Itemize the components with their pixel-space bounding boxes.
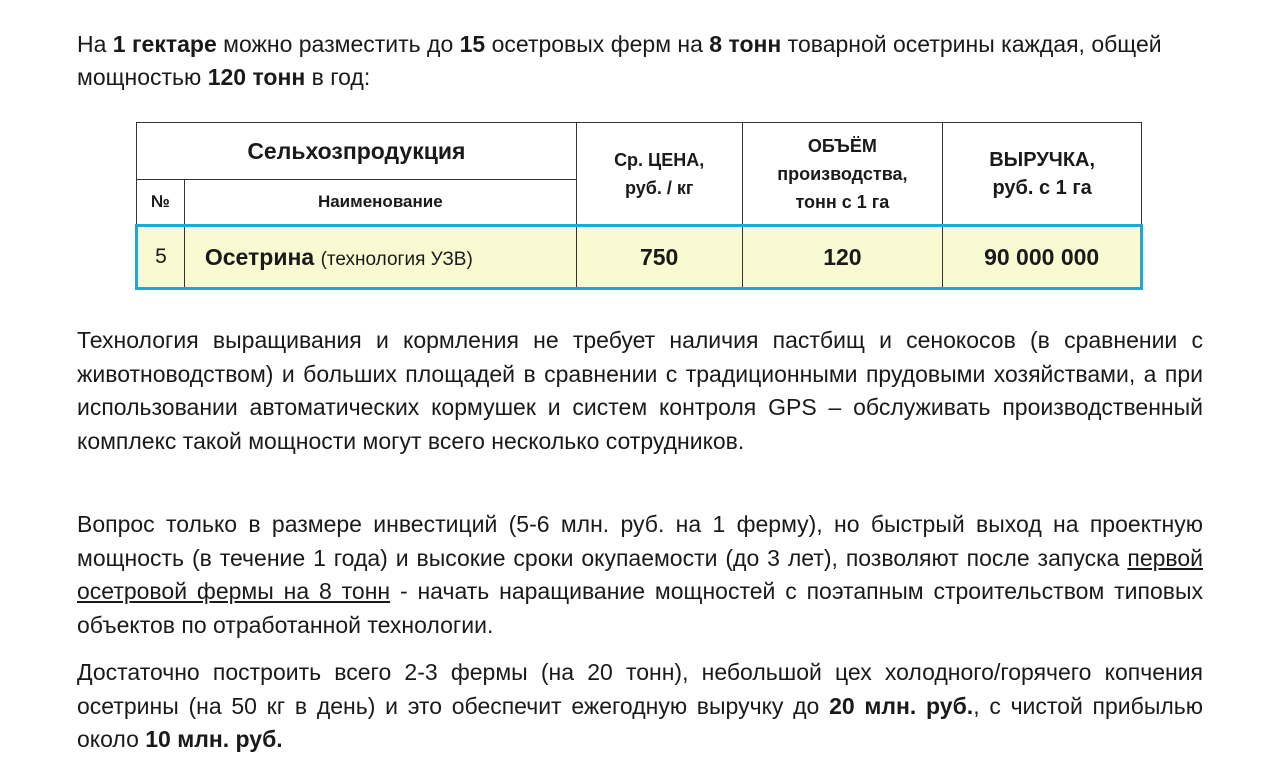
row-price: 750 [576,226,742,289]
intro-text: осетровых ферм на [485,31,710,57]
header-price [576,123,742,226]
para3-bold: 20 млн. руб. [829,692,974,719]
para3-text: Достаточно построить всего 2-3 фермы (на 20 тонн), небольшой цех холодного/горячего копчения осетрины (на 50 кг в день) и это обеспечит ежегодную выручку до [77,659,1203,719]
para3-text: , с чистой прибылью около [77,692,1204,752]
header-volume [742,123,943,226]
intro-bold: 15 [459,31,486,57]
row-number: 5 [137,226,185,289]
intro-text: можно разместить до [216,31,460,57]
row-name [184,226,576,289]
intro-bold: 8 тонн [709,31,782,57]
row-volume: 120 [742,226,943,289]
intro-bold: 1 гектаре [112,31,217,57]
row-name-main: Осетрина [204,243,315,270]
header-volume-label: ОБЪЁМ производства, тонн с 1 га [777,135,908,212]
header-name: Наименование [184,180,576,226]
intro-text: На [77,31,113,57]
table-row [137,226,1142,289]
header-revenue [943,123,1142,226]
intro-text: в год: [305,64,371,90]
header-price-label: Ср. ЦЕНА, руб. / кг [614,149,705,198]
production-table [135,122,1143,290]
paragraph-technology: Технология выращивания и кормления не требует наличия пастбищ и сенокосов (в сравнении с животноводством) и больших площадей в сравнении с традиционными прудовыми хозяйствами, а при использовании автоматических кормушек и систем контроля GPS – обслуживать производственный комплекс такой мощности могут всего несколько сотрудников. [77,327,1203,454]
header-revenue-label: ВЫРУЧКА, руб. с 1 га [989,148,1096,199]
para3-bold: 10 млн. руб. [145,726,283,752]
row-revenue: 90 000 000 [943,226,1142,289]
first-farm-link[interactable]: первой осетровой фермы на 8 тонн [77,544,1203,604]
intro-bold: 120 тонн [207,64,306,90]
paragraph-investment [77,508,1203,642]
para2-text: Вопрос только в размере инвестиций (5-6 млн. руб. на 1 ферму), но быстрый выход на проектную мощность (в течение 1 года) и высокие сроки окупаемости (до 3 лет), позволяют после запуска [77,511,1203,571]
paragraph-revenue [77,656,1203,757]
row-name-note: (технология УЗВ) [320,248,473,270]
intro-text: товарной осетрины каждая, общей мощностью [77,31,1162,90]
intro-paragraph [77,28,1203,94]
para2-text: - начать наращивание мощностей с поэтапным строительством типовых объектов по отработанной технологии. [77,578,1203,638]
header-agri-products: Сельхозпродукция [137,123,577,180]
header-number: № [137,180,185,226]
